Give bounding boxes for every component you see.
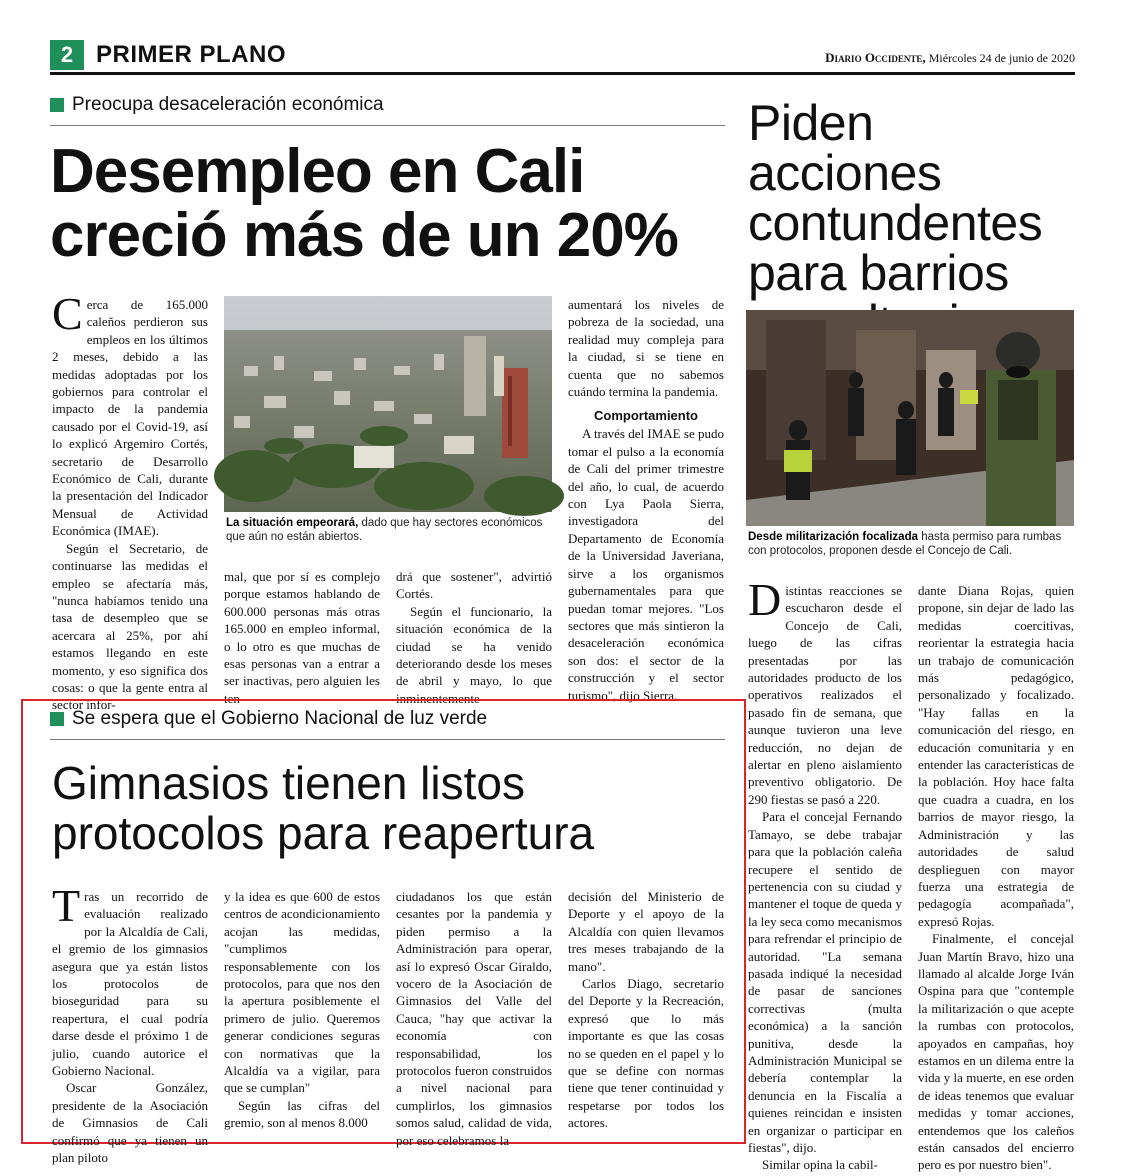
neighborhoods-headline-line: Piden acciones: [748, 95, 942, 201]
gyms-col1-p2: Oscar González, presidente de la Asociación de Gimnasios de Cali confirmó que ya tienen un plan piloto: [52, 1080, 208, 1166]
lead-kicker-text: Preocupa desaceleración económica: [72, 94, 384, 115]
drop-cap: C: [52, 288, 83, 339]
gyms-kicker: [50, 708, 487, 730]
masthead: [825, 50, 1075, 66]
neighborhoods-column-2: [918, 582, 1074, 1173]
neighborhoods-headline-line: contundentes: [748, 195, 1043, 251]
gyms-col3-p1: ciudadanos los que están cesantes por la pandemia y piden permiso a la Administración para operar, así lo expresó Oscar Giraldo, vocero de la Asociación de Gimnasios del Valle del Cauca, "hay que activar la economía con responsabilidad, los protocolos fueron construidos a nivel nacional para cumplirlos, los gimnasios somos salud, calidad de vida, por eso celebramos la: [396, 889, 552, 1148]
gyms-column-3: [396, 888, 552, 1148]
paper-name: Diario Occidente,: [825, 50, 926, 65]
lead-col1-p1: erca de 165.000 caleños perdieron sus empleos en los últimos 2 meses, debido a las medidas adoptadas por los gobiernos para controlar el impacto de la pandemia causado por el Covid-19, así lo explicó Argemiro Cortés, secretario de Desarrollo Económico de Cali, durante la presentación del Indicador Mensual de Actividad Económica (IMAE).: [52, 297, 208, 539]
police-caption-text: hasta permiso para rumbas con protocolos, proponen desde el Concejo de Cali.: [748, 531, 1062, 557]
nb-col1-p1: istintas reacciones se escucharon desde el Concejo de Cali, luego de las cifras presentadas por las autoridades producto de los operativos realizados el pasado fin de semana, que aunque tuvieron una leve reducción, no dejan de alertar en pleno aislamiento preventivo obligatorio. De 290 fiestas se pasó a 220.: [748, 583, 902, 807]
gyms-col2-p1: y la idea es que 600 de estos centros de acondicionamiento acojan las medidas, "cumplimos responsablemente con los protocolos, para que nos den la apertura posiblemente el primero de julio. Queremos generar condiciones seguras con normativas que la Alcaldía va a vigilar, para que se cumplan": [224, 889, 380, 1096]
gyms-column-4: [568, 888, 724, 1132]
gyms-headline-line: Gimnasios tienen listos: [52, 757, 525, 809]
police-photo-caption: [748, 530, 1074, 558]
lead-col2-p1: mal, que por sí es complejo porque estamos hablando de 600.000 personas más otras 165.000 en empleo informal, o lo otro es que muchas de esas personas van a entrar a ser inactivas, pero alguien les ten-: [224, 569, 380, 706]
kicker-square-icon: [50, 712, 64, 726]
section-title: PRIMER PLANO: [96, 41, 287, 68]
gyms-kicker-rule: [50, 739, 725, 740]
drop-cap: T: [52, 880, 81, 931]
police-photo: [746, 310, 1074, 526]
neighborhoods-headline-line: para barrios: [748, 245, 1009, 301]
nb-col2-p1: dante Diana Rojas, quien propone, sin dejar de lado las medidas coercitivas, reorientar la estrategia hacia un trabajo de comunicación más pedagógico, personalizado y focalizado. "Hay fallas en la comunicación del riesgo, en educación comunitaria y en entender las características de la población. Hoy hace falta que cuadra a cuadra, en los barrios de mayor riesgo, la Administración y las autoridades de salud desplieguen con mayor fuerza una estrategia de pedagogía acompañada", expresó Rojas.: [918, 583, 1074, 929]
lead-column-2: [224, 568, 380, 706]
police-caption-bold: Desde militarización focalizada: [748, 531, 919, 543]
nb-col1-p2: Para el concejal Fernando Tamayo, se debe trabajar para que la población caleña recupere el sentido de pertenencia con su ciudad y mantener el toque de queda y la ley seca como mecanismos para refrendar el principio de autoridad. "La semana pasada indiqué la necesidad de pasar de sanciones correctivas (multa económica) a la sanción punitiva, desde la Administración Municipal se debería contemplar la denuncia en la Fiscalía a quienes reincidan e insisten en organizar o participar en fiestas", dijo.: [748, 809, 902, 1155]
city-caption-text: dado que hay sectores económicos que aún no están abiertos.: [226, 517, 543, 543]
gyms-headline: [52, 758, 732, 858]
gyms-col1-p1: ras un recorrido de evaluación realizado por la Alcaldía de Cali, el gremio de los gimnasios asegura que ya están listos los protocolos de bioseguridad para su reapertura, el cual podría darse desde el próximo 1 de julio, cuando autorice el Gobierno Nacional.: [52, 889, 208, 1079]
lead-column-1: [52, 288, 208, 713]
page-number: 2: [50, 40, 84, 70]
city-photo: [224, 296, 552, 512]
lead-kicker-rule: [50, 125, 725, 126]
gyms-col2-p2: Según las cifras del gremio, son al menos 8.000: [224, 1097, 380, 1131]
lead-column-3: [396, 568, 552, 706]
lead-col1-p2: Según el Secretario, de continuarse las medidas el empleo se afectaría más, "nunca habíamos tenido una tasa de desempleo que se acercara al 25%, por ahí estamos llegando en este momento, y eso significa dos cosas: o que la gente entra al sector infor-: [52, 540, 208, 713]
gyms-col4-p1: decisión del Ministerio de Deporte y el apoyo de la Alcaldía con quien llevamos tres meses trabajando de la mano".: [568, 889, 724, 974]
nb-col2-p2: Finalmente, el concejal Juan Martín Bravo, hizo una llamado al alcalde Jorge Iván Ospina para que "contemple la militarización o que acepte la rumbas con protocolos, apoyados en campañas, hoy estamos en un dilema entre la vida y la muerte, en ese orden de ideas tenemos que evaluar medidas y tomar acciones, entendemos que los caleños están cansados del encierro pero es por nuestro bien".: [918, 931, 1074, 1173]
kicker-square-icon: [50, 98, 64, 112]
nb-col1-p3: Similar opina la cabil-: [762, 1157, 878, 1173]
lead-subhead: Comportamiento: [594, 408, 698, 424]
lead-headline-line: creció más de un 20%: [50, 201, 678, 270]
city-caption-bold: La situación empeorará,: [226, 517, 359, 529]
lead-kicker: [50, 94, 384, 116]
lead-headline-line: Desempleo en Cali: [50, 137, 585, 206]
gyms-kicker-text: Se espera que el Gobierno Nacional de luz verde: [72, 708, 488, 729]
gyms-headline-line: protocolos para reapertura: [52, 807, 595, 859]
lead-col3-p2: Según el funcionario, la situación económica de la ciudad se ha venido deteriorando desde los meses de abril y mayo, lo que inminentemente: [396, 603, 552, 706]
lead-headline: [50, 137, 730, 270]
neighborhoods-column-1: [748, 574, 902, 1173]
lead-column-4: [568, 296, 724, 703]
header-rule: [50, 72, 1075, 75]
gyms-column-2: [224, 888, 380, 1132]
lead-col4-p2: A través del IMAE se pudo tomar el pulso a la economía de Cali del primer trimestre del año, lo cual, de acuerdo con Lya Paola Sierra, investigadora del Departamento de Economía de la Universidad Javeriana, sirve a los organismos gubernamentales para que puedan tomar mejores. "Los sectores que más sintieron la desaceleración económica son dos: el sector de la construcción y el sector turismo", dijo Sierra.: [568, 426, 724, 703]
gyms-column-1: [52, 880, 208, 1166]
issue-date: Miércoles 24 de junio de 2020: [928, 51, 1075, 65]
lead-col4-p1: aumentará los niveles de pobreza de la sociedad, una realidad muy compleja para la ciudad, si se tiene en cuenta que no sabemos cuándo termina la pandemia.: [568, 297, 724, 400]
drop-cap: D: [748, 574, 782, 625]
city-photo-caption: [226, 516, 552, 544]
lead-col3-p1: drá que sostener", advirtió Cortés.: [396, 569, 552, 602]
gyms-col4-p2: Carlos Diago, secretario del Deporte y la Recreación, expresó que lo más importante es que las cosas no se queden en el papel y lo que se define con normas tiene que tener continuidad y respetarse por todos los actores.: [568, 976, 724, 1131]
